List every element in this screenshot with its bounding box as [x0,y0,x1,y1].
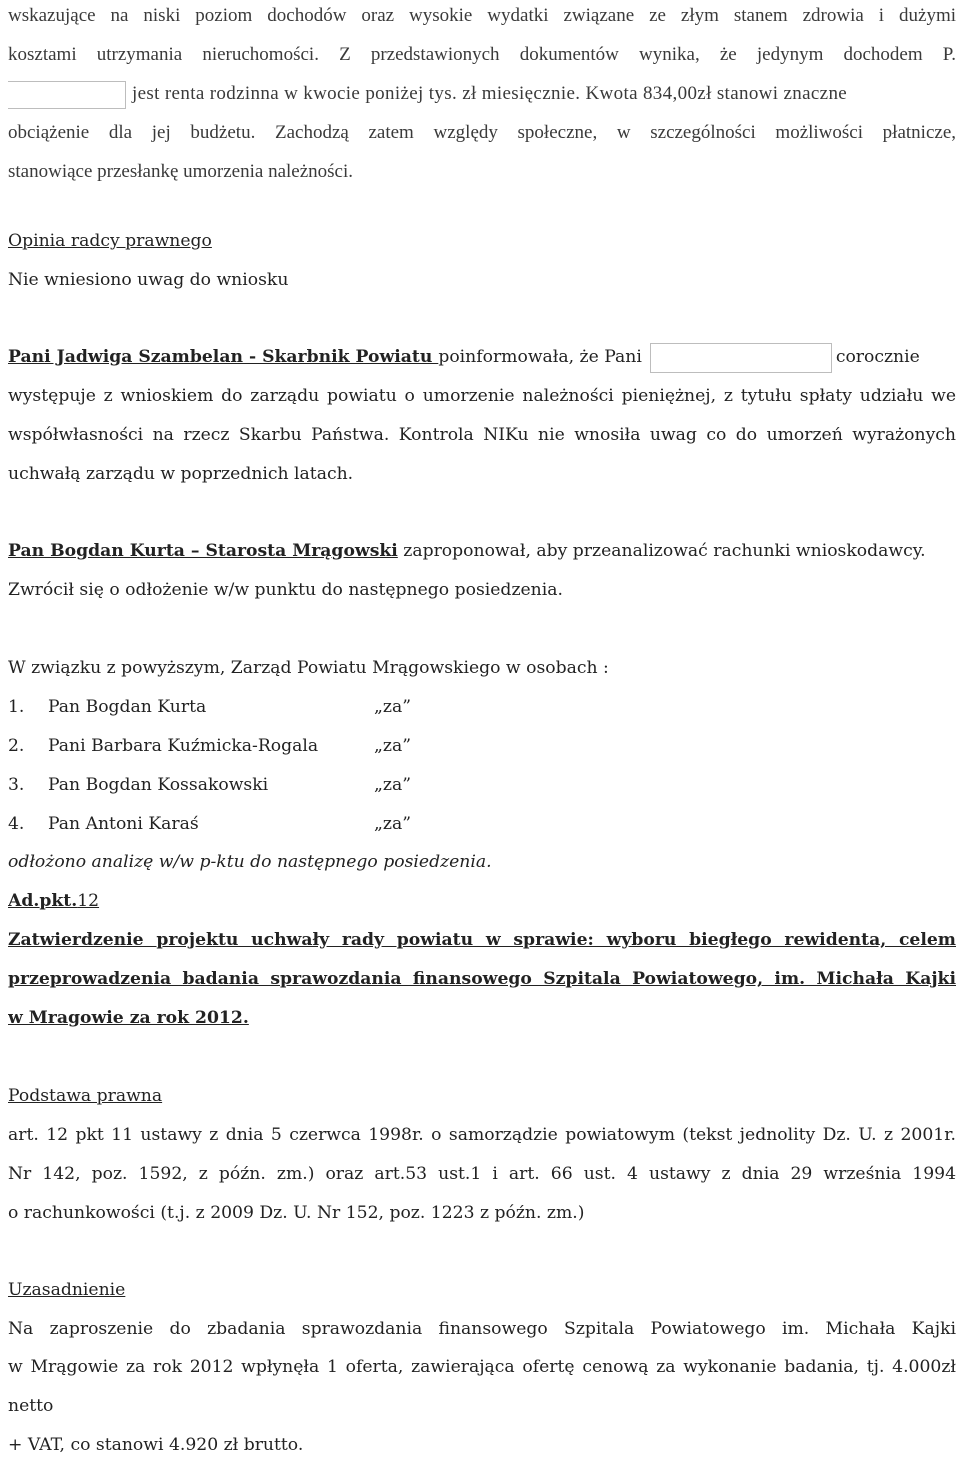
legal-opinion-text: Nie wniesiono uwag do wniosku [8,270,289,290]
starosta-name: Pan Bogdan Kurta – Starosta Mrągowski [8,541,398,561]
justification-line-3: netto [8,1396,54,1416]
vote-item-name: Pan Bogdan Kossakowski [48,775,269,795]
treasurer-line-1-text: poinformowała, że Pani [438,347,642,367]
vote-intro: W związku z powyższym, Zarząd Powiatu Mrągowskiego w osobach : [8,658,609,678]
starosta-line-2: Zwrócił się o odłożenie w/w punktu do następnego posiedzenia. [8,580,563,600]
vote-item [8,688,956,727]
legal-basis-line-3: o rachunkowości (t.j. z 2009 Dz. U. Nr 152, poz. 1223 z późn. zm.) [8,1203,585,1223]
vote-item-number: 4. [8,814,25,834]
vote-item [8,727,956,766]
vote-item [8,805,956,844]
intro-line-1: wskazujące na niski poziom dochodów oraz wysokie wydatki związane ze złym stanem zdrowia i dużymi [8,5,956,26]
legal-basis-line-2: Nr 142, poz. 1592, z późn. zm.) oraz art.53 ust.1 i art. 66 ust. 4 ustawy z dnia 29 września 1994 [8,1164,956,1184]
vote-item-number: 3. [8,775,25,795]
justification-line-2: w Mrągowie za rok 2012 wpłynęła 1 oferta, zawierająca ofertę cenową za wykonanie badania, tj. 4.000zł [8,1357,956,1377]
vote-item-name: Pan Antoni Karaś [48,814,199,834]
item-12-label [8,882,956,921]
item-12-title-line-1: Zatwierdzenie projektu uchwały rady powiatu w sprawie: wyboru biegłego rewidenta, celem [8,930,956,950]
justification-line-1: Na zaproszenie do zbadania sprawozdania finansowego Szpitala Powiatowego im. Michała Kajki [8,1319,956,1339]
treasurer-line-1-end: corocznie [835,347,920,367]
vote-item-name: Pan Bogdan Kurta [48,697,207,717]
treasurer-line-3: współwłasności na rzecz Skarbu Państwa. Kontrola NIKu nie wnosiła uwag co do umorzeń wyrażonych [8,425,956,445]
vote-item-value: „za” [374,775,411,795]
intro-line-3 [8,74,956,113]
vote-item-number: 1. [8,697,25,717]
item-label-bold: Ad.pkt. [8,891,78,911]
legal-opinion-heading: Opinia radcy prawnego [8,231,212,251]
vote-result: odłożono analizę w/w p-ktu do następnego posiedzenia. [8,852,492,872]
vote-item [8,766,956,805]
intro-line-5: stanowiące przesłankę umorzenia należności. [8,161,354,182]
vote-item-value: „za” [374,736,411,756]
justification-line-4: + VAT, co stanowi 4.920 zł brutto. [8,1435,304,1455]
starosta-line-1-text: zaproponował, aby przeanalizować rachunki wnioskodawcy. [397,541,926,561]
justification-heading: Uzasadnienie [8,1280,126,1300]
legal-basis-line-1: art. 12 pkt 11 ustawy z dnia 5 czerwca 1998r. o samorządzie powiatowym (tekst jednolity Dz. U. z 2001r. [8,1125,956,1145]
item-label-number: 12 [77,891,100,911]
redacted-name-box-2 [650,343,832,373]
legal-basis-heading: Podstawa prawna [8,1086,163,1106]
treasurer-name: Pani Jadwiga Szambelan - Skarbnik Powiatu [8,347,439,367]
starosta-line-1 [8,532,956,571]
vote-item-number: 2. [8,736,25,756]
intro-line-4: obciążenie dla jej budżetu. Zachodzą zatem względy społeczne, w szczególności możliwości płatnicze, [8,122,956,143]
treasurer-line-4: uchwałą zarządu w poprzednich latach. [8,464,354,484]
intro-line-2: kosztami utrzymania nieruchomości. Z przedstawionych dokumentów wynika, że jedynym dochodem P. [8,44,956,65]
item-12-title-line-3: w Mragowie za rok 2012. [8,1008,249,1028]
vote-item-value: „za” [374,814,411,834]
redacted-name-box [8,81,126,109]
treasurer-line-1 [8,338,956,377]
vote-item-name: Pani Barbara Kuźmicka-Rogala [48,736,319,756]
intro-line-3-text: jest renta rodzinna w kwocie poniżej tys. zł miesięcznie. Kwota 834,00zł stanowi znaczne [132,83,848,104]
treasurer-line-2: występuje z wnioskiem do zarządu powiatu o umorzenie należności pieniężnej, z tytułu spłaty udziału we [8,386,956,406]
vote-item-value: „za” [374,697,411,717]
item-12-title-line-2: przeprowadzenia badania sprawozdania finansowego Szpitala Powiatowego, im. Michała Kajki [8,969,956,989]
